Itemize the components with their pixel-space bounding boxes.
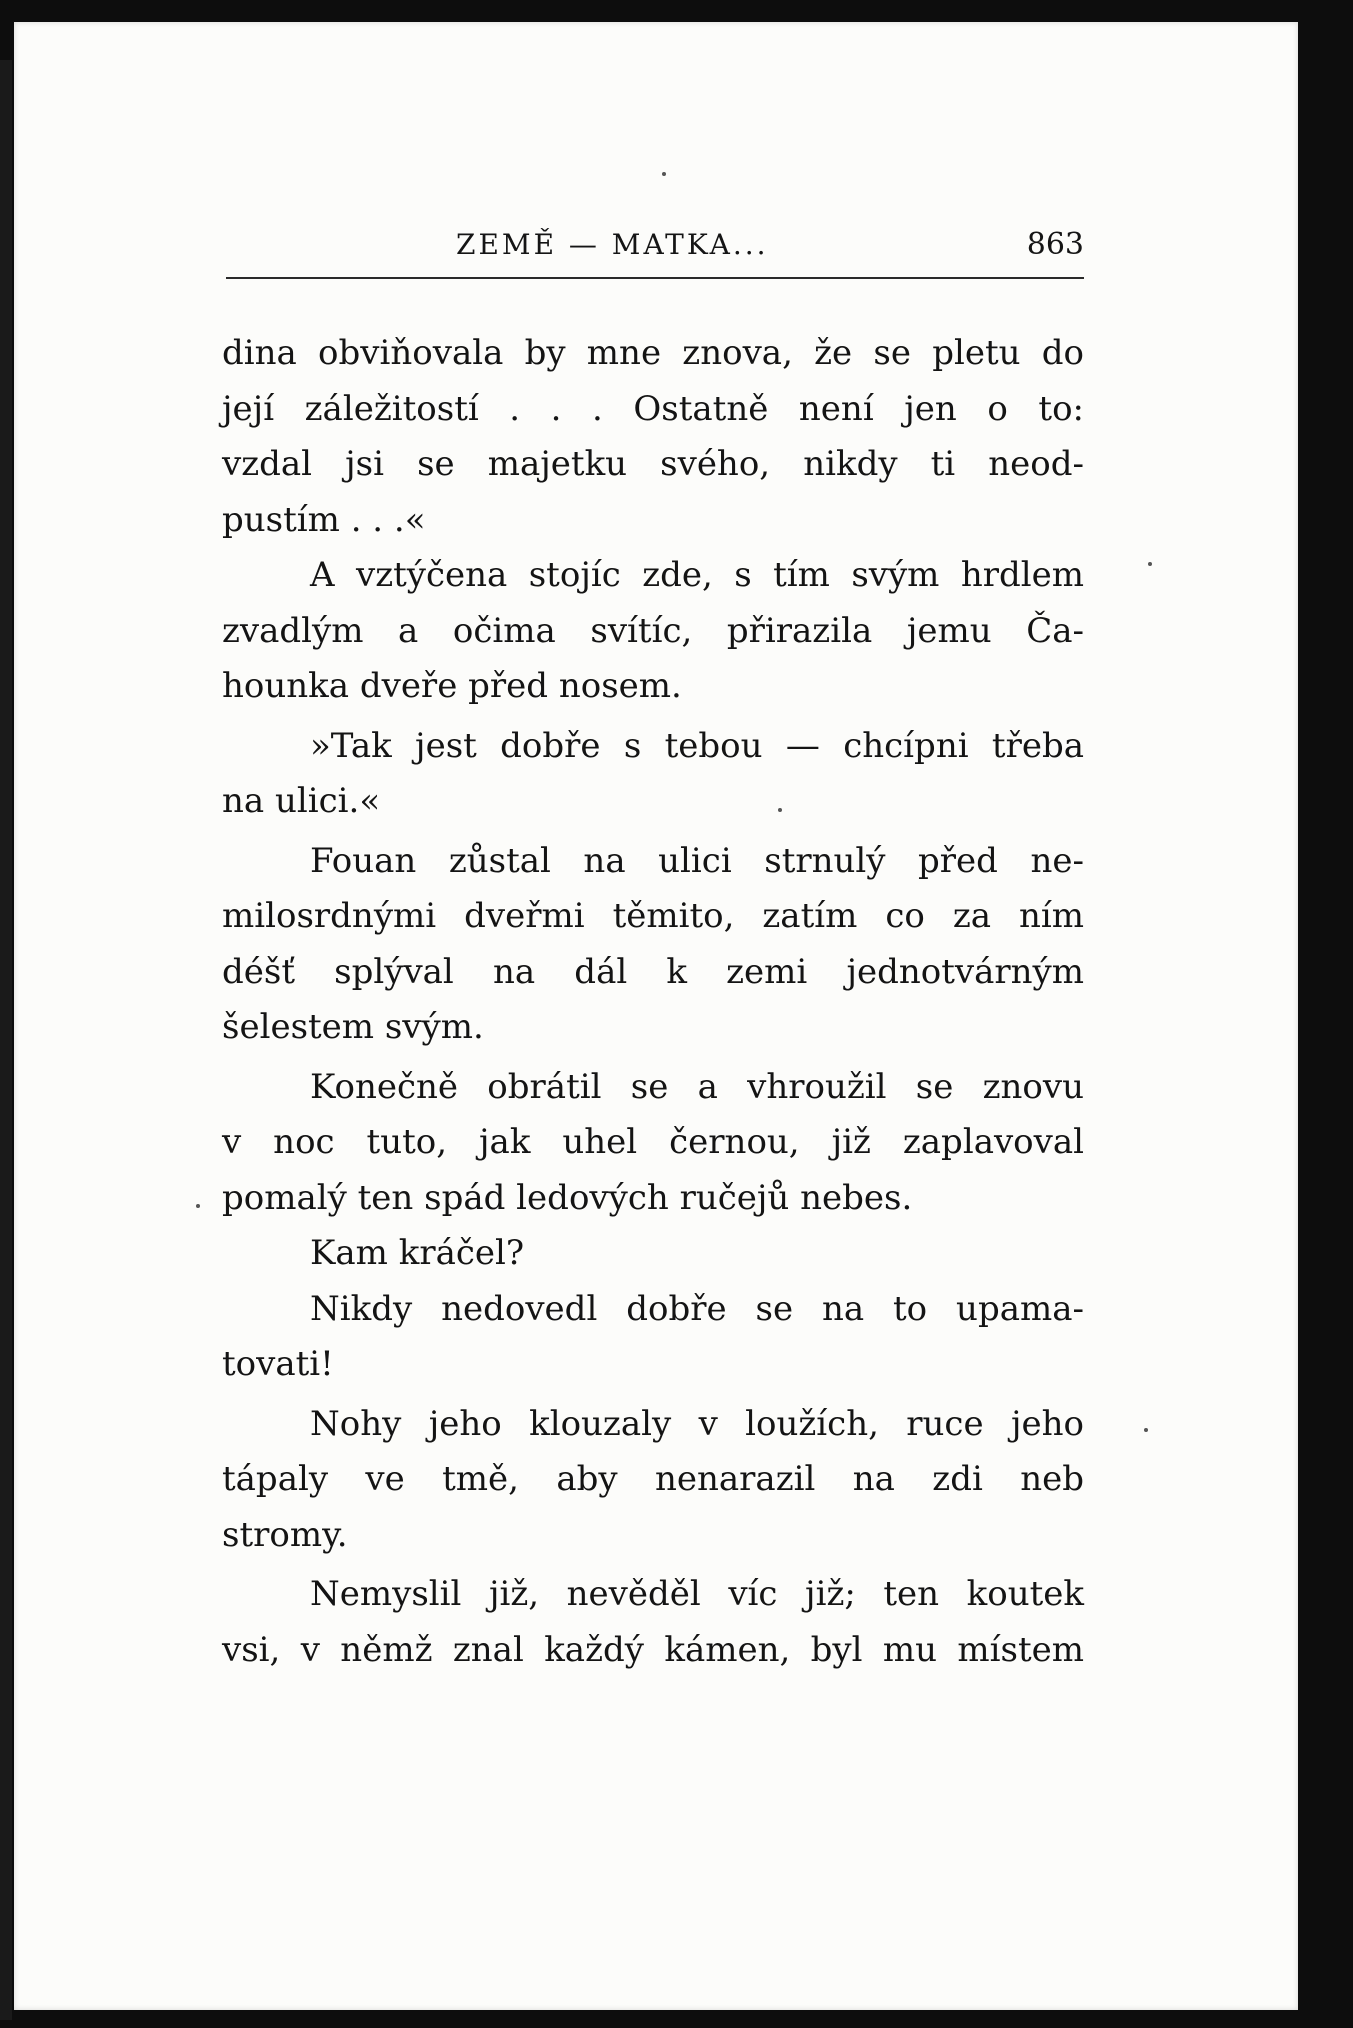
text-line: na ulici.« xyxy=(222,781,381,821)
page-number: 863 xyxy=(1026,227,1084,262)
text-line: pustím . . .« xyxy=(222,499,426,540)
text-line: tápaly ve tmě, aby nenarazil na zdi neb xyxy=(222,1459,1084,1499)
text-line: dina obviňovala by mne znova, že se pletu do xyxy=(222,333,1084,373)
text-line: déšť splýval na dál k zemi jednotvárným xyxy=(222,951,1084,992)
dust-speck xyxy=(778,808,782,812)
text-line: vzdal jsi se majetku svého, nikdy ti neod- xyxy=(222,444,1084,484)
text-line: A vztýčena stojíc zde, s tím svým hrdlem xyxy=(310,555,1084,595)
text-line: Nohy jeho klouzaly v loužích, ruce jeho xyxy=(310,1403,1084,1444)
text-line: její záležitostí . . . Ostatně není jen o to: xyxy=(222,388,1084,429)
book-spine-shadow xyxy=(0,60,12,2020)
dust-speck xyxy=(1148,562,1152,566)
text-line: v noc tuto, jak uhel černou, již zaplavoval xyxy=(222,1122,1084,1162)
body-text xyxy=(222,326,1084,1678)
dust-speck xyxy=(1144,1428,1148,1432)
text-line: »Tak jest dobře s tebou — chcípni třeba xyxy=(310,725,1084,766)
text-line: vsi, v němž znal každý kámen, byl mu místem xyxy=(222,1629,1084,1670)
text-line: pomalý ten spád ledových ručejů nebes. xyxy=(222,1177,913,1218)
text-line: stromy. xyxy=(222,1514,348,1555)
running-title: ZEMĚ — MATKA... xyxy=(456,228,769,261)
text-line: Kam kráčel? xyxy=(310,1233,525,1273)
text-line: Nemyslil již, nevěděl víc již; ten koutek xyxy=(310,1574,1084,1614)
dust-speck xyxy=(196,1204,200,1208)
text-line: zvadlým a očima svítíc, přirazila jemu Ča- xyxy=(222,610,1084,651)
text-line: Fouan zůstal na ulici strnulý před ne- xyxy=(310,840,1084,881)
text-line: šelestem svým. xyxy=(222,1007,484,1047)
text-line: hounka dveře před nosem. xyxy=(222,666,682,706)
running-header xyxy=(226,222,1084,268)
text-line: milosrdnými dveřmi těmito, zatím co za ním xyxy=(222,896,1084,936)
text-line: Nikdy nedovedl dobře se na to upama- xyxy=(310,1288,1084,1329)
header-rule xyxy=(226,277,1084,279)
text-line: tovati! xyxy=(222,1344,334,1384)
dust-speck xyxy=(662,172,666,176)
text-line: Konečně obrátil se a vhroužil se znovu xyxy=(310,1066,1084,1107)
